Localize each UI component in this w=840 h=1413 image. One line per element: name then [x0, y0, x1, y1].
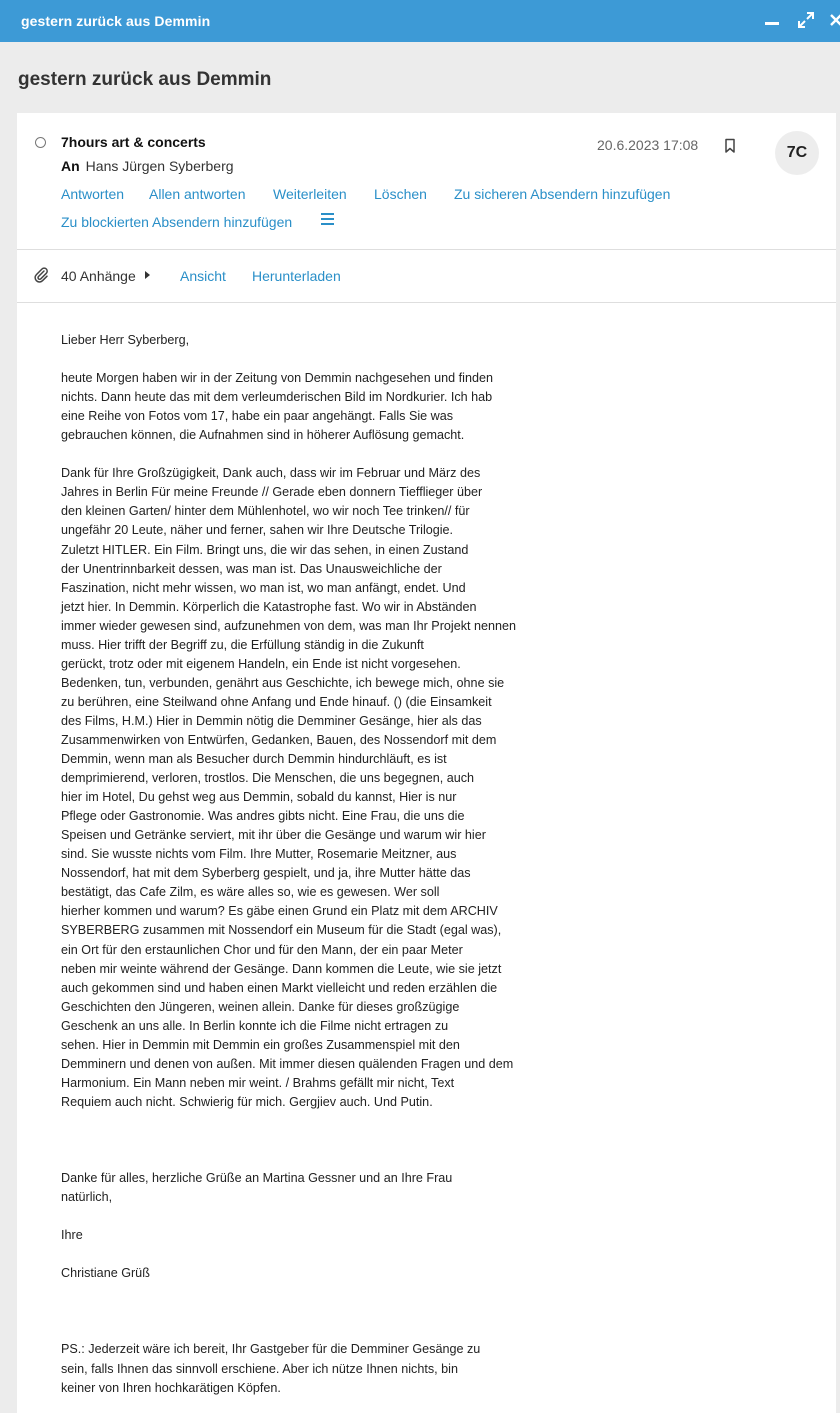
reply-button[interactable]: Antworten: [61, 186, 125, 202]
body-line: bestätigt, das Cafe Zilm, es wäre alles so, wie es gewesen. Wer soll: [61, 885, 440, 900]
body-line: PS.: Jederzeit wäre ich bereit, Ihr Gastgeber für die Demminer Gesänge zu: [61, 1342, 481, 1357]
body-line: sind. Sie wusste nichts vom Film. Ihre Mutter, Rosemarie Meitzner, aus: [61, 847, 457, 862]
forward-button[interactable]: Weiterleiten: [273, 186, 347, 202]
delete-button[interactable]: Löschen: [374, 186, 427, 202]
recipient-row: [61, 158, 234, 174]
body-line: [61, 1321, 581, 1340]
body-line: Speisen und Getränke serviert, mit ihr über die Gesänge und warum wir hier: [61, 828, 486, 843]
body-line: [61, 445, 581, 464]
body-line: ein Ort für den erstaunlichen Chor und für den Mann, der ein paar Meter: [61, 942, 463, 957]
download-attachments-link[interactable]: Herunterladen: [252, 268, 341, 284]
body-line: Demminern und denen von außen. Mit immer diesen quälenden Fragen und dem: [61, 1056, 514, 1071]
body-line: [61, 1131, 581, 1150]
minimize-icon[interactable]: [763, 11, 783, 31]
paperclip-icon: [33, 266, 49, 284]
window-titlebar: [0, 0, 840, 42]
bookmark-icon[interactable]: [723, 138, 737, 154]
page-title: gestern zurück aus Demmin: [18, 69, 272, 90]
body-line: SYBERBERG zusammen mit Nossendorf ein Museum für die Stadt (egal was),: [61, 923, 502, 938]
body-line: [61, 1112, 581, 1131]
body-line: Zuletzt HITLER. Ein Film. Bringt uns, die wir das sehen, in einen Zustand: [61, 542, 469, 557]
body-line: Pflege oder Gastronomie. Was andres gibts nicht. Eine Frau, die uns die: [61, 809, 465, 824]
select-radio[interactable]: [35, 137, 46, 148]
body-line: [61, 1207, 581, 1226]
body-line: hierher kommen und warum? Es gäbe einen Grund ein Platz mit dem ARCHIV: [61, 904, 498, 919]
body-line: sein, falls Ihnen das sinnvoll erschiene. Aber ich nütze Ihnen nichts, bin: [61, 1361, 458, 1376]
body-line: Nossendorf, hat mit dem Syberberg gespielt, und ja, ihre Mutter hätte das: [61, 866, 471, 881]
body-line: ungefähr 20 Leute, näher und ferner, sahen wir Ihre Deutsche Trilogie.: [61, 523, 454, 538]
body-line: [61, 1150, 581, 1169]
recipient-name: Hans Jürgen Syberberg: [85, 158, 234, 174]
body-line: Danke für alles, herzliche Grüße an Martina Gessner und an Ihre Frau: [61, 1171, 453, 1186]
body-line: Lieber Herr Syberberg,: [61, 333, 190, 347]
body-line: sehen. Hier in Demmin mit Demmin ein großes Zusammenspiel mit den: [61, 1037, 460, 1052]
body-line: muss. Hier trifft der Begriff zu, die Erfüllung ständig in die Zukunft: [61, 637, 424, 652]
sender-name: 7hours art & concerts: [61, 134, 206, 150]
divider: [17, 249, 836, 250]
body-line: Christiane Grüß: [61, 1266, 150, 1281]
body-line: gebrauchen können, die Aufnahmen sind in höherer Auflösung gemacht.: [61, 428, 465, 443]
body-line: keiner von Ihren hochkarätigen Köpfen.: [61, 1380, 281, 1395]
body-line: Jahres in Berlin Für meine Freunde // Gerade eben donnern Tiefflieger über: [61, 485, 483, 500]
body-line: Harmonium. Ein Mann neben mir weint. / Brahms gefällt mir nicht, Text: [61, 1075, 455, 1090]
body-line: auch gekommen sind und haben einen Markt vielleicht und reden erzählen die: [61, 980, 498, 995]
body-line: jetzt hier. In Demmin. Körperlich die Katastrophe fast. Wo wir in Abständen: [61, 599, 477, 614]
caret-right-icon[interactable]: [145, 271, 150, 279]
body-line: immer wieder gewesen sind, aufzunehmen von dem, was man Ihr Projekt nennen: [61, 618, 517, 633]
body-line: Geschenk an uns alle. In Berlin konnte ich die Filme nicht ertragen zu: [61, 1018, 449, 1033]
body-line: des Films, H.M.) Hier in Demmin nötig die Demminer Gesänge, hier als das: [61, 713, 482, 728]
body-line: Geschichten den Jüngeren, weinen allein. Danke für dieses großzügige: [61, 999, 460, 1014]
body-line: heute Morgen haben wir in der Zeitung von Demmin nachgesehen und finden: [61, 371, 493, 386]
body-line: [61, 1283, 581, 1302]
view-attachments-link[interactable]: Ansicht: [180, 268, 226, 284]
body-line: gerückt, trotz oder mit eigenem Handeln, ein Ende ist nicht vorgesehen.: [61, 656, 461, 671]
message-body: [61, 331, 581, 1398]
close-icon[interactable]: [828, 11, 840, 31]
body-line: Zusammenwirken von Entwürfen, Gedanken, Bauen, des Nossendorf mit dem: [61, 732, 497, 747]
body-line: [61, 1245, 581, 1264]
more-menu-icon[interactable]: [321, 213, 334, 225]
body-line: hier im Hotel, Du gehst weg aus Demmin, sobald du kannst, Hier is nur: [61, 790, 457, 805]
message-date: 20.6.2023 17:08: [597, 137, 699, 153]
body-line: [61, 1302, 581, 1321]
body-line: natürlich,: [61, 1190, 113, 1205]
to-label: An: [61, 158, 80, 174]
body-line: Dank für Ihre Großzügigkeit, Dank auch, dass wir im Februar und März des: [61, 466, 481, 481]
window-title: gestern zurück aus Demmin: [21, 13, 211, 29]
body-line: eine Reihe von Fotos vom 17, habe ein paar angehängt. Falls Sie was: [61, 409, 454, 424]
reply-all-button[interactable]: Allen antworten: [149, 186, 246, 202]
expand-icon[interactable]: [797, 11, 817, 31]
body-line: Requiem auch nicht. Schwierig für mich. Gergjiev auch. Und Putin.: [61, 1094, 433, 1109]
body-line: der Unentrinnbarkeit dessen, was man ist. Das Unausweichliche der: [61, 561, 442, 576]
body-line: Faszination, nicht mehr wissen, wo man ist, wo man anfängt, endet. Und: [61, 580, 466, 595]
body-line: Bedenken, tun, verbunden, genährt aus Geschichte, ich bewege mich, ohne sie: [61, 675, 505, 690]
body-line: nichts. Dann heute das mit dem verleumderischen Bild im Nordkurier. Ich hab: [61, 390, 493, 405]
avatar: 7C: [775, 131, 819, 175]
body-line: Demmin, wenn man als Besucher durch Demmin hindurchläuft, es ist: [61, 752, 447, 767]
body-line: zu berühren, eine Steilwand ohne Anfang und Ende hinauf. () (die Einsamkeit: [61, 694, 492, 709]
body-line: [61, 350, 581, 369]
body-line: neben mir weinte während der Gesänge. Dann kommen die Leute, wie sie jetzt: [61, 961, 502, 976]
body-line: Ihre: [61, 1228, 83, 1243]
divider: [17, 302, 836, 303]
add-blocked-sender-button[interactable]: Zu blockierten Absendern hinzufügen: [61, 214, 293, 230]
add-safe-sender-button[interactable]: Zu sicheren Absendern hinzufügen: [454, 186, 671, 202]
attachments-toggle[interactable]: 40 Anhänge: [61, 268, 136, 284]
body-line: den kleinen Garten/ hinter dem Mühlenhotel, wo wir noch Tee trinken// für: [61, 504, 470, 519]
body-line: demprimierend, verloren, trostlos. Die Menschen, die uns begegnen, auch: [61, 771, 475, 786]
